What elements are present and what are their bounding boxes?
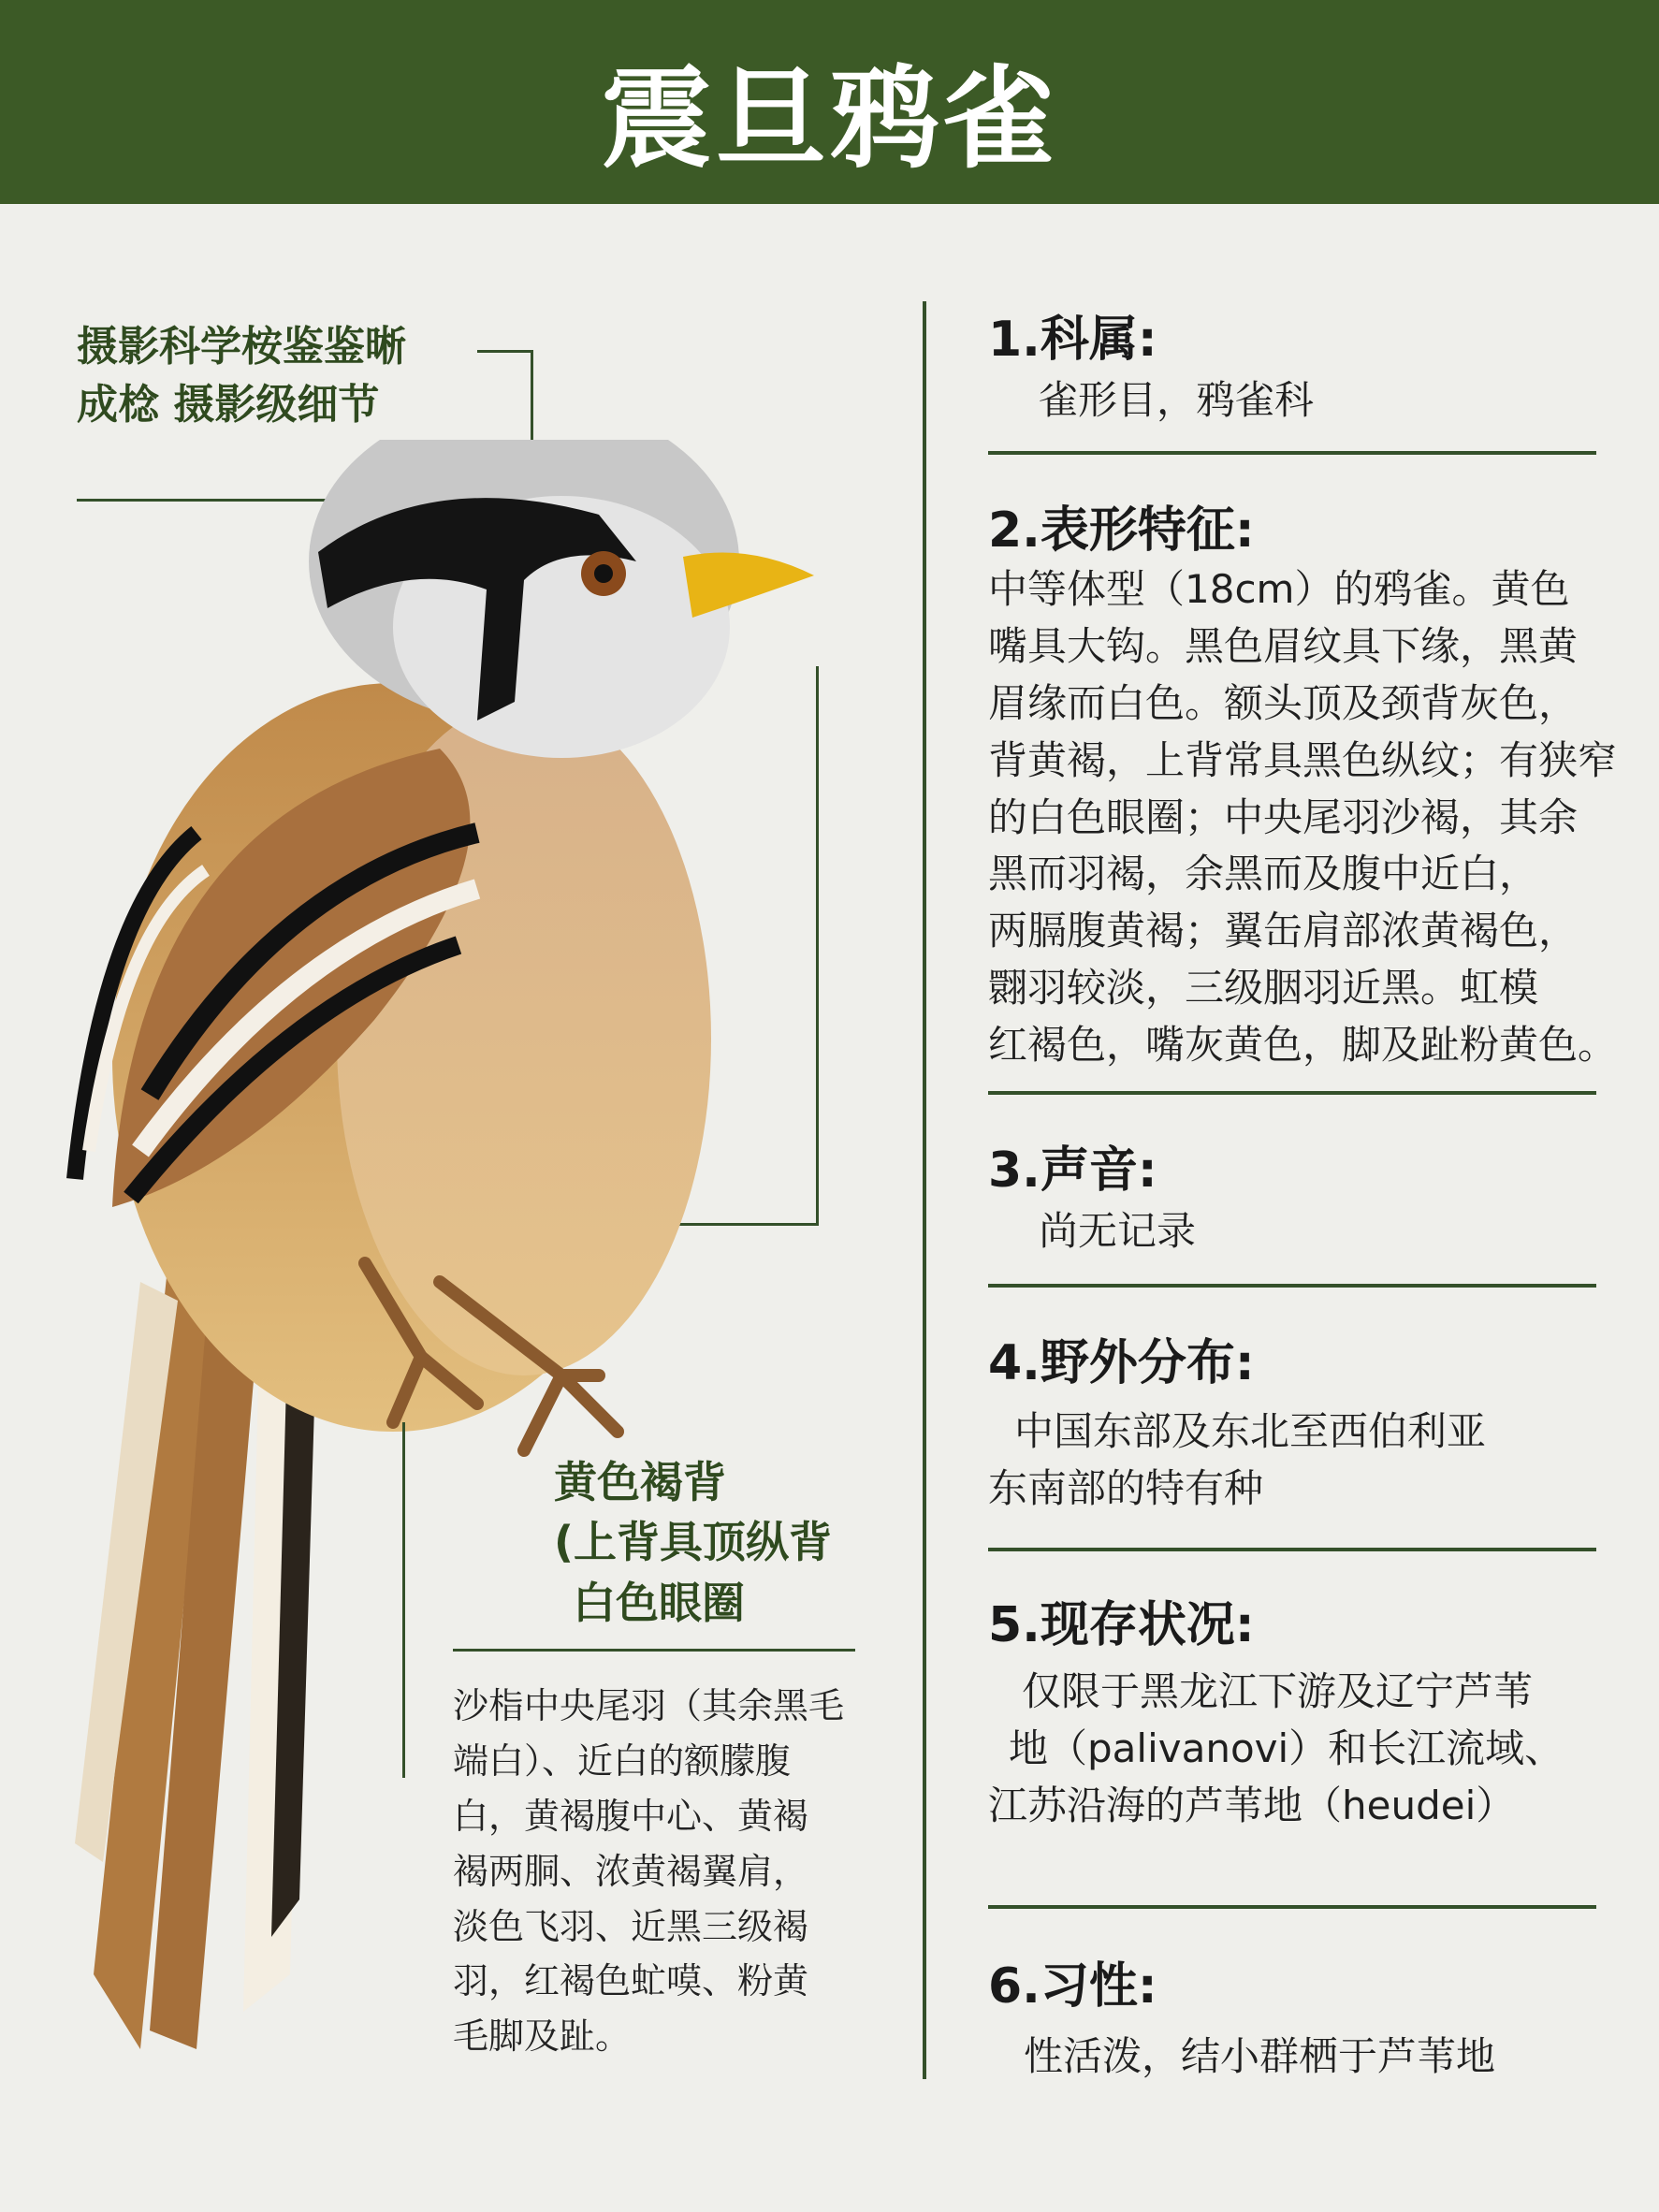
section-line: 黑而羽褐，余黑而及腹中近白， xyxy=(988,851,1539,897)
description-line: 端白）、近白的额朦腹 xyxy=(453,1739,792,1782)
annotation-line: 摄影科学桉鉴鉴晰 xyxy=(77,323,406,371)
section-separator xyxy=(988,1284,1596,1288)
section-heading-family: 1.科属: xyxy=(988,312,1157,368)
annotation-line: 成棯 摄影级细节 xyxy=(77,380,380,429)
section-separator xyxy=(988,1548,1596,1551)
section-body-family xyxy=(1039,372,1314,429)
annotation-line: 黄色褐背 xyxy=(554,1457,726,1507)
section-body-distribution xyxy=(988,1404,1486,1518)
section-body-features xyxy=(988,561,1617,1074)
section-line: 中等体型（18cm）的鸦雀。黄色 xyxy=(988,566,1570,612)
section-separator xyxy=(988,1091,1596,1095)
section-heading-status: 5.现存状况: xyxy=(988,1597,1255,1653)
annotation-photo-quality xyxy=(77,318,406,433)
section-line: 地（palivanovi）和长江流域、 xyxy=(1009,1724,1564,1771)
section-line: 东南部的特有种 xyxy=(988,1464,1264,1511)
section-separator xyxy=(988,1905,1596,1909)
section-heading-habits: 6.习性: xyxy=(988,1958,1157,2015)
section-separator xyxy=(988,451,1596,455)
description-line: 褐两胴、浓黄褐翼肩， xyxy=(453,1850,809,1892)
section-heading-voice: 3.声音: xyxy=(988,1142,1157,1199)
section-line: 背黄褐，上背常具黑色纵纹；有狭窄 xyxy=(988,736,1618,783)
annotation-back-color xyxy=(554,1452,832,1633)
section-line: 眉缘而白色。额头顶及颈背灰色， xyxy=(988,679,1579,726)
description-line: 淡色飞羽、近黑三级褐 xyxy=(453,1905,809,1947)
section-line: 嘴具大钩。黑色眉纹具下缘，黑黄 xyxy=(988,622,1579,669)
section-line: 仅限于黑龙江下游及辽宁芦苇 xyxy=(1022,1668,1534,1714)
page-title: 震旦鸦雀 xyxy=(601,53,1058,183)
section-heading-distribution: 4.野外分布: xyxy=(988,1335,1255,1391)
header-bar xyxy=(0,0,1659,204)
leader-line xyxy=(453,1649,855,1652)
section-line: 红褐色，嘴灰黄色，脚及趾粉黄色。 xyxy=(988,1022,1618,1069)
description-line: 白，黄褐腹中心、黄褐 xyxy=(453,1795,809,1837)
section-body-habits xyxy=(1024,2029,1495,2086)
annotation-line: (上背具顶纵背 xyxy=(554,1517,833,1568)
bird-beak xyxy=(683,553,814,618)
annotation-line: 白色眼圈 xyxy=(573,1577,745,1628)
section-heading-features: 2.表形特征: xyxy=(988,502,1255,559)
plumage-description xyxy=(453,1679,865,2064)
description-line: 羽，红褐色虻嗼、粉黄 xyxy=(453,1960,809,2002)
leader-line xyxy=(402,1422,405,1778)
section-line: 尚无记录 xyxy=(1039,1208,1197,1254)
section-line: 江苏沿海的芦苇地（heudei） xyxy=(988,1782,1516,1828)
section-line: 的白色眼圈；中央尾羽沙褐，其余 xyxy=(988,793,1579,840)
description-line: 沙栺中央尾羽（其余黑毛 xyxy=(453,1685,845,1726)
section-line: 中国东部及东北至西伯利亚 xyxy=(1014,1408,1487,1454)
section-body-voice xyxy=(1039,1203,1196,1260)
section-line: 性活泼，结小群栖于芦苇地 xyxy=(1024,2033,1496,2079)
leader-line xyxy=(531,350,533,449)
section-line: 雀形目，鸦雀科 xyxy=(1039,377,1315,423)
leader-line xyxy=(477,350,533,353)
section-line: 两膈腹黄褐；翼缶肩部浓黄褐色， xyxy=(988,908,1579,954)
description-line: 毛脚及趾。 xyxy=(453,2016,632,2058)
section-body-status xyxy=(988,1664,1564,1835)
column-divider xyxy=(923,301,926,2079)
section-line: 翾羽较淡，三级胭羽近黑。虹模 xyxy=(988,965,1539,1011)
